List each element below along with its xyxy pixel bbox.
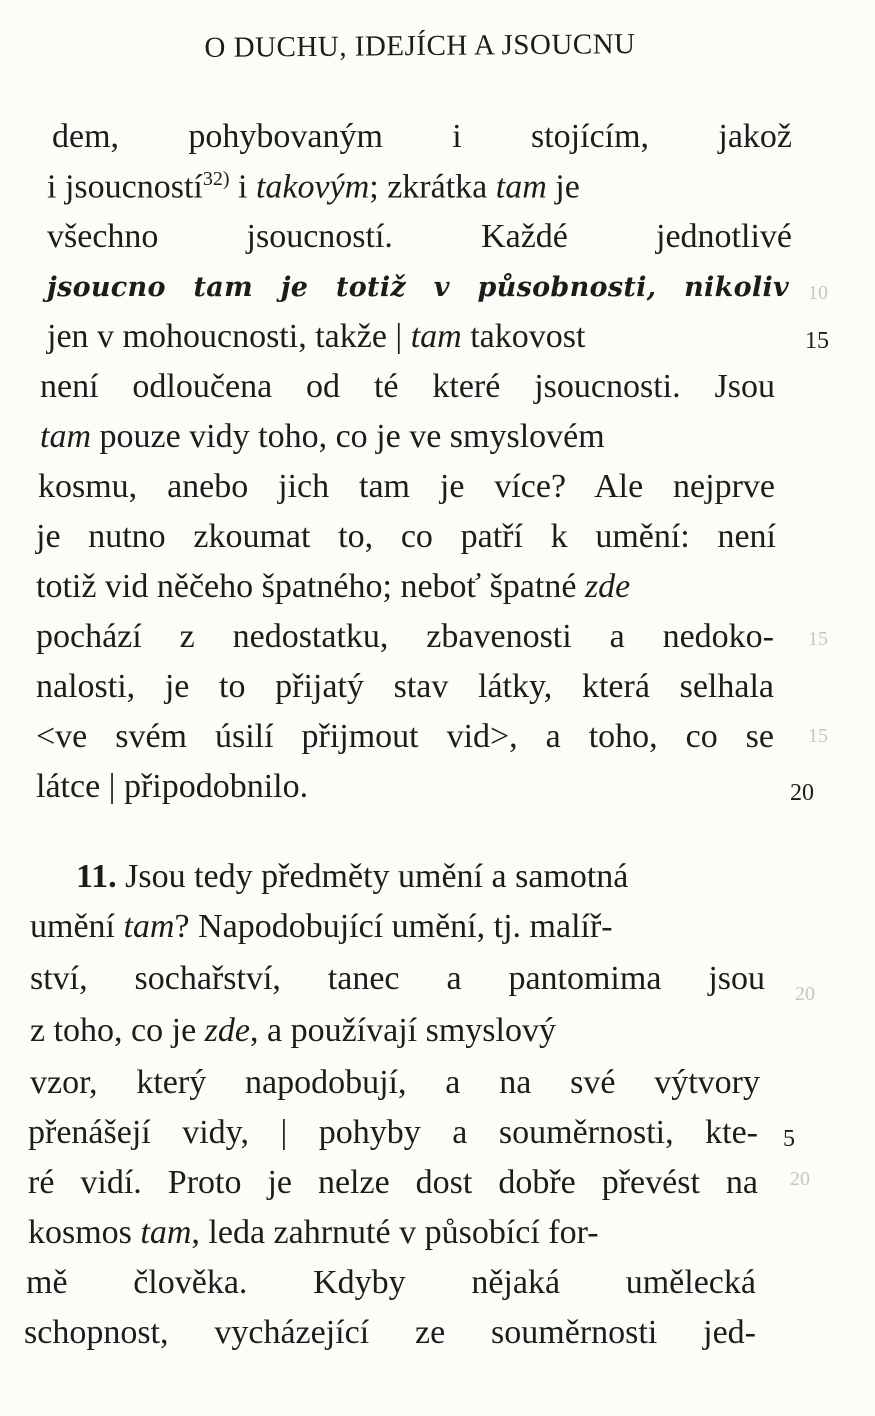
text-line (0, 1114, 875, 1162)
line-text: mě člověka. Kdyby nějaká umělecká (26, 1264, 756, 1301)
text-line (0, 858, 875, 906)
line-fragment: , a používají smyslový (250, 1012, 556, 1049)
line-text (36, 568, 630, 606)
italic-fragment: takovým (255, 168, 370, 206)
text-line (0, 618, 875, 666)
text-line (0, 368, 875, 416)
text-line (0, 568, 875, 616)
inserted-line-text: jsoucno tam je totiž v působnosti, nikoliv (47, 272, 789, 303)
line-fragment: takovost (470, 318, 586, 355)
line-text (76, 858, 628, 896)
text-line (0, 118, 875, 166)
text-line (0, 1064, 875, 1112)
text-line (0, 318, 875, 366)
italic-fragment: zde (584, 568, 631, 605)
italic-fragment: zde (204, 1012, 250, 1049)
running-header: O DUCHU, IDEJÍCH A JSOUCNU (204, 28, 636, 64)
line-text: látce | připodobnilo. (36, 768, 309, 805)
line-fragment: jen v mohoucnosti, takže | (47, 318, 403, 355)
text-line (0, 468, 875, 516)
line-text (47, 168, 580, 206)
text-line (0, 218, 875, 266)
line-text: je nutno zkoumat to, co patří k umění: není (36, 518, 776, 555)
line-fragment: i jsoucností (47, 168, 203, 206)
text-line (0, 1164, 875, 1212)
line-fragment: totiž vid něčeho špatného; neboť špatné (36, 568, 577, 605)
text-line (0, 1314, 875, 1362)
line-text: dem, pohybovaným i stojícím, jakož (52, 118, 792, 155)
line-text: vzor, který napodobují, a na své výtvory (30, 1064, 760, 1101)
text-line (0, 1214, 875, 1262)
line-text: ství, sochařství, tanec a pantomima jsou (30, 960, 765, 997)
line-fragment: pouze vidy toho, co je ve smyslovém (99, 418, 605, 455)
line-text: pochází z nedostatku, zbavenosti a nedoko- (36, 618, 774, 655)
line-text: nalosti, je to přijatý stav látky, která selhala (36, 668, 774, 705)
line-fragment: je (555, 168, 580, 206)
bleed-number: 15 (808, 628, 828, 650)
text-line (0, 418, 875, 466)
italic-fragment: tam (495, 168, 547, 206)
line-text (30, 908, 613, 946)
line-fragment: ? Napodobující umění, tj. malíř- (174, 908, 613, 945)
text-line (0, 272, 875, 320)
footnote-ref: 32) (202, 168, 230, 190)
bleed-number: 20 (790, 1168, 810, 1190)
line-text: <ve svém úsilí přijmout vid>, a toho, co se (36, 718, 774, 755)
italic-fragment: tam (40, 418, 91, 455)
line-text (30, 1012, 556, 1050)
bleed-number: 10 (808, 282, 828, 304)
italic-fragment: tam (410, 318, 462, 355)
margin-line-number: 5 (783, 1126, 795, 1152)
text-line (0, 1264, 875, 1312)
line-fragment: kosmos (28, 1214, 132, 1251)
italic-fragment: tam (123, 908, 175, 945)
margin-line-number: 20 (790, 780, 814, 806)
line-text: všechno jsoucností. Každé jednotlivé (47, 218, 792, 255)
line-text (28, 1214, 599, 1252)
bleed-number: 20 (795, 983, 815, 1005)
bleed-number: 15 (808, 725, 828, 747)
text-line (0, 960, 875, 1008)
italic-fragment: tam (140, 1214, 192, 1251)
line-fragment: , leda zahrnuté v působící for- (191, 1214, 599, 1251)
line-text (40, 418, 605, 456)
line-fragment: umění (30, 908, 115, 945)
text-line (0, 518, 875, 566)
text-line (0, 718, 875, 766)
line-text (47, 318, 585, 356)
line-text: přenášejí vidy, | pohyby a souměrnosti, kte- (28, 1114, 758, 1151)
line-fragment: i (238, 168, 248, 206)
text-line (0, 168, 875, 216)
line-fragment: ; zkrátka (369, 168, 488, 206)
line-fragment: Jsou tedy předměty umění a samotná (125, 858, 629, 895)
line-text: kosmu, anebo jich tam je více? Ale nejprve (38, 468, 775, 505)
text-line (0, 1012, 875, 1060)
line-text: ré vidí. Proto je nelze dost dobře převést na (28, 1164, 758, 1201)
text-line (0, 908, 875, 956)
line-fragment: z toho, co je (30, 1012, 197, 1049)
text-line (0, 768, 875, 816)
margin-line-number: 15 (805, 328, 829, 354)
line-text: schopnost, vycházející ze souměrnosti jed- (24, 1314, 756, 1351)
text-line (0, 668, 875, 716)
section-number: 11. (76, 858, 117, 895)
line-text: není odloučena od té které jsoucnosti. Jsou (40, 368, 775, 405)
